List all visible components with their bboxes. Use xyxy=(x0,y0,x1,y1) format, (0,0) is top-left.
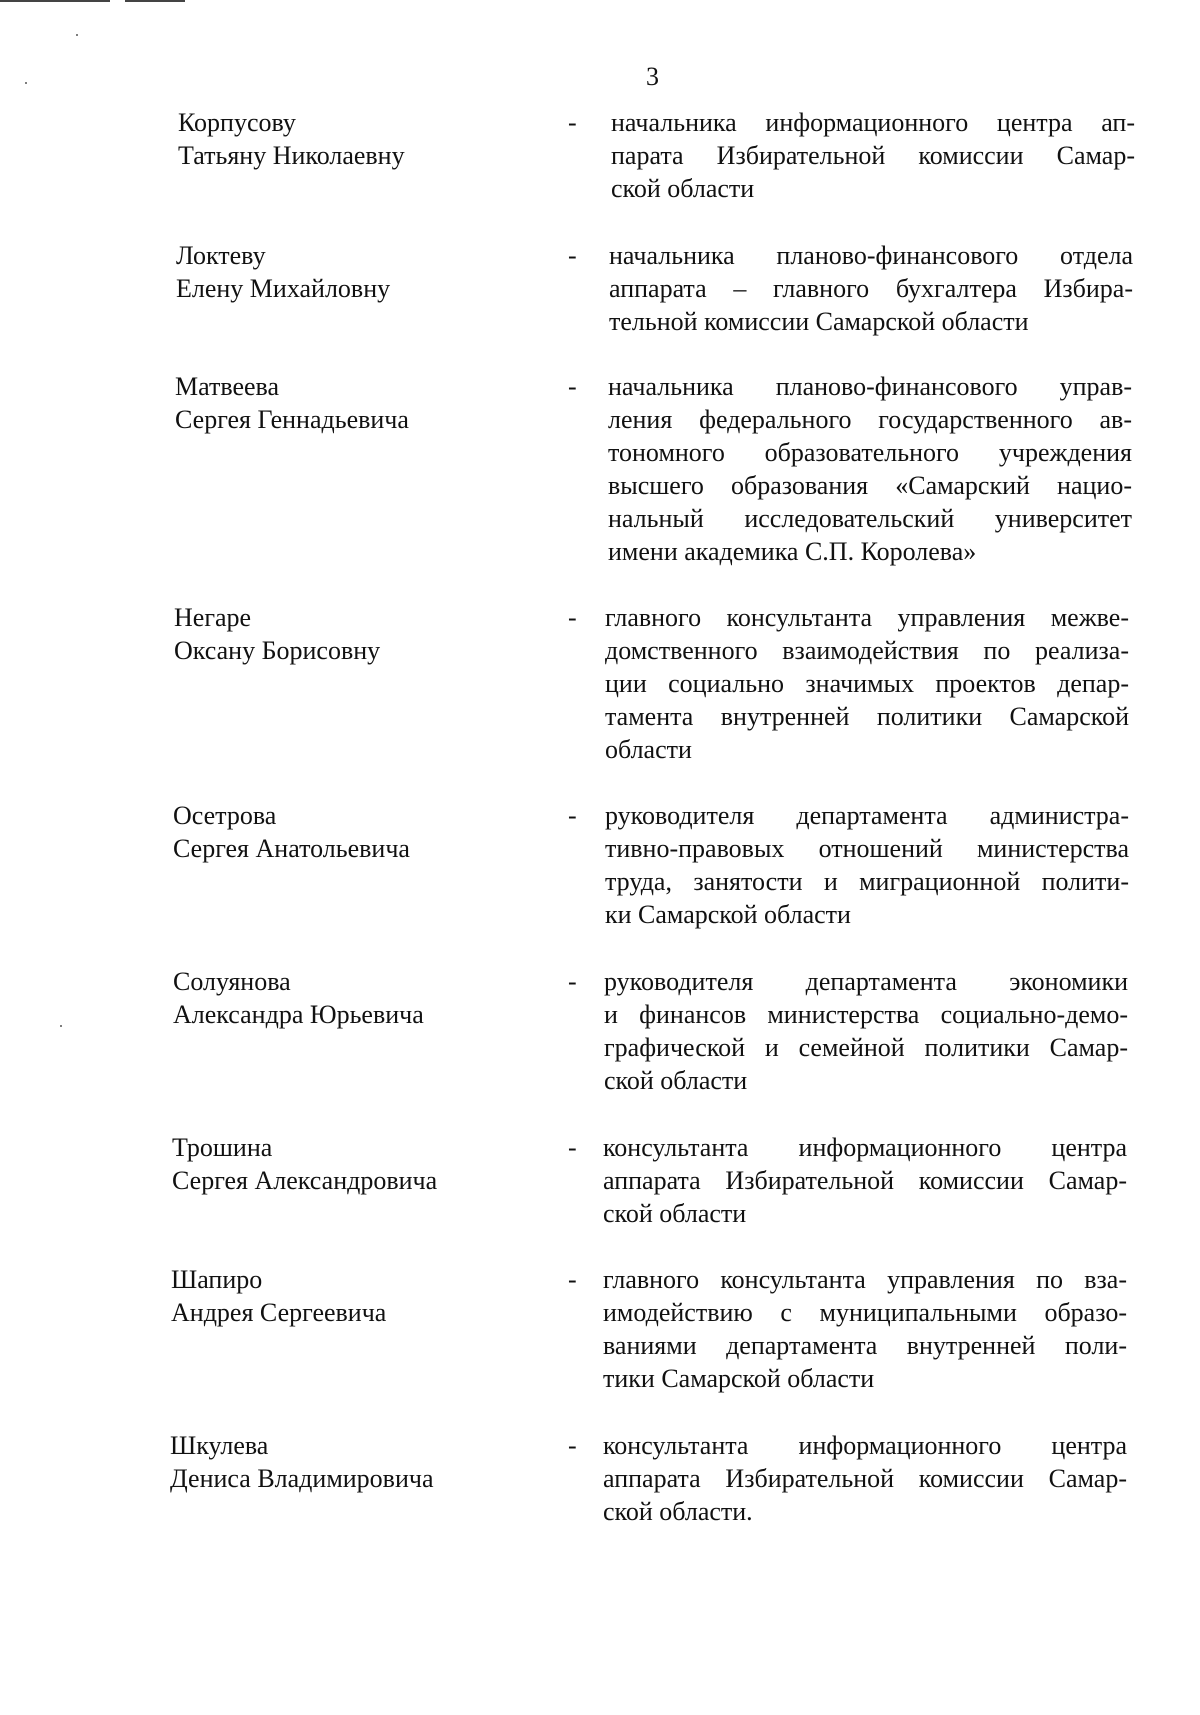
person-surname: Трошина xyxy=(172,1133,273,1162)
person-surname: Локтеву xyxy=(176,241,266,270)
person-given-names: Александра Юрьевича xyxy=(173,1000,424,1029)
position-line: главного консультанта управления по вза- xyxy=(603,1265,1127,1294)
position-line: тики Самарской области xyxy=(603,1364,875,1393)
position-line: имодействию с муниципальными образо- xyxy=(603,1298,1127,1327)
position-line: парата Избирательной комиссии Самар- xyxy=(611,141,1135,170)
person-given-names: Дениса Владимировича xyxy=(170,1464,434,1493)
position-description xyxy=(605,601,1129,766)
position-line: главного консультанта управления межве- xyxy=(605,603,1129,632)
position-line: домственного взаимодействия по реализа- xyxy=(605,636,1129,665)
position-line: и финансов министерства социально-демо- xyxy=(604,1000,1128,1029)
entry-dash: - xyxy=(568,967,577,996)
position-line: руководителя департамента экономики xyxy=(604,967,1128,996)
position-line: ления федерального государственного ав- xyxy=(608,405,1132,434)
person-name xyxy=(172,1131,437,1197)
scan-edge-mark xyxy=(125,0,185,2)
position-line: имени академика С.П. Королева» xyxy=(608,537,977,566)
entry-dash: - xyxy=(568,1133,577,1162)
person-surname: Корпусову xyxy=(178,108,296,137)
position-description xyxy=(605,799,1129,931)
position-line: тономного образовательного учреждения xyxy=(608,438,1132,467)
position-line: графической и семейной политики Самар- xyxy=(604,1033,1128,1062)
person-name xyxy=(178,106,405,172)
position-line: области xyxy=(605,735,692,764)
entry-dash: - xyxy=(568,108,577,137)
person-name xyxy=(173,965,424,1031)
person-given-names: Сергея Геннадьевича xyxy=(175,405,409,434)
position-description xyxy=(609,239,1133,338)
person-name xyxy=(175,370,409,436)
person-surname: Солуянова xyxy=(173,967,291,996)
position-line: ской области xyxy=(603,1199,747,1228)
position-line: ки Самарской области xyxy=(605,900,851,929)
person-name xyxy=(173,799,410,865)
position-line: ции социально значимых проектов депар- xyxy=(605,669,1129,698)
position-line: ской области xyxy=(604,1066,748,1095)
position-line: ской области xyxy=(611,174,755,203)
position-line: тивно-правовых отношений министерства xyxy=(605,834,1129,863)
position-line: начальника планово-финансового управ- xyxy=(608,372,1132,401)
position-line: труда, занятости и миграционной полити- xyxy=(605,867,1129,896)
entry-dash: - xyxy=(568,1265,577,1294)
position-line: ской области. xyxy=(603,1497,753,1526)
position-line: нальный исследовательский университет xyxy=(608,504,1132,533)
position-line: тельной комиссии Самарской области xyxy=(609,307,1029,336)
scan-speck xyxy=(76,34,78,36)
person-given-names: Елену Михайловну xyxy=(176,274,391,303)
entry-dash: - xyxy=(568,603,577,632)
position-line: консультанта информационного центра xyxy=(603,1133,1127,1162)
person-name xyxy=(171,1263,386,1329)
scan-speck xyxy=(60,1025,62,1027)
position-line: начальника информационного центра ап- xyxy=(611,108,1135,137)
position-description xyxy=(603,1429,1127,1528)
entry-dash: - xyxy=(568,241,577,270)
person-surname: Осетрова xyxy=(173,801,277,830)
person-given-names: Татьяну Николаевну xyxy=(178,141,405,170)
position-description xyxy=(608,370,1132,568)
position-description xyxy=(603,1131,1127,1230)
position-line: консультанта информационного центра xyxy=(603,1431,1127,1460)
person-name xyxy=(174,601,380,667)
position-line: аппарата Избирательной комиссии Самар- xyxy=(603,1166,1127,1195)
entry-dash: - xyxy=(568,1431,577,1460)
entry-dash: - xyxy=(568,801,577,830)
page-number: 3 xyxy=(646,62,659,91)
position-line: начальника планово-финансового отдела xyxy=(609,241,1133,270)
person-name xyxy=(176,239,390,305)
entry-dash: - xyxy=(568,372,577,401)
position-description xyxy=(604,965,1128,1097)
person-name xyxy=(170,1429,434,1495)
position-line: аппарата Избирательной комиссии Самар- xyxy=(603,1464,1127,1493)
position-line: высшего образования «Самарский нацио- xyxy=(608,471,1132,500)
person-given-names: Оксану Борисовну xyxy=(174,636,381,665)
person-surname: Шкулева xyxy=(170,1431,269,1460)
position-line: аппарата – главного бухгалтера Избира- xyxy=(609,274,1133,303)
person-given-names: Андрея Сергеевича xyxy=(171,1298,387,1327)
position-line: тамента внутренней политики Самарской xyxy=(605,702,1129,731)
position-line: руководителя департамента администра- xyxy=(605,801,1129,830)
position-description xyxy=(611,106,1135,205)
person-given-names: Сергея Анатольевича xyxy=(173,834,410,863)
position-line: ваниями департамента внутренней поли- xyxy=(603,1331,1127,1360)
scan-edge-mark xyxy=(0,0,110,2)
person-surname: Шапиро xyxy=(171,1265,263,1294)
person-surname: Негаре xyxy=(174,603,252,632)
person-given-names: Сергея Александровича xyxy=(172,1166,438,1195)
person-surname: Матвеева xyxy=(175,372,280,401)
position-description xyxy=(603,1263,1127,1395)
